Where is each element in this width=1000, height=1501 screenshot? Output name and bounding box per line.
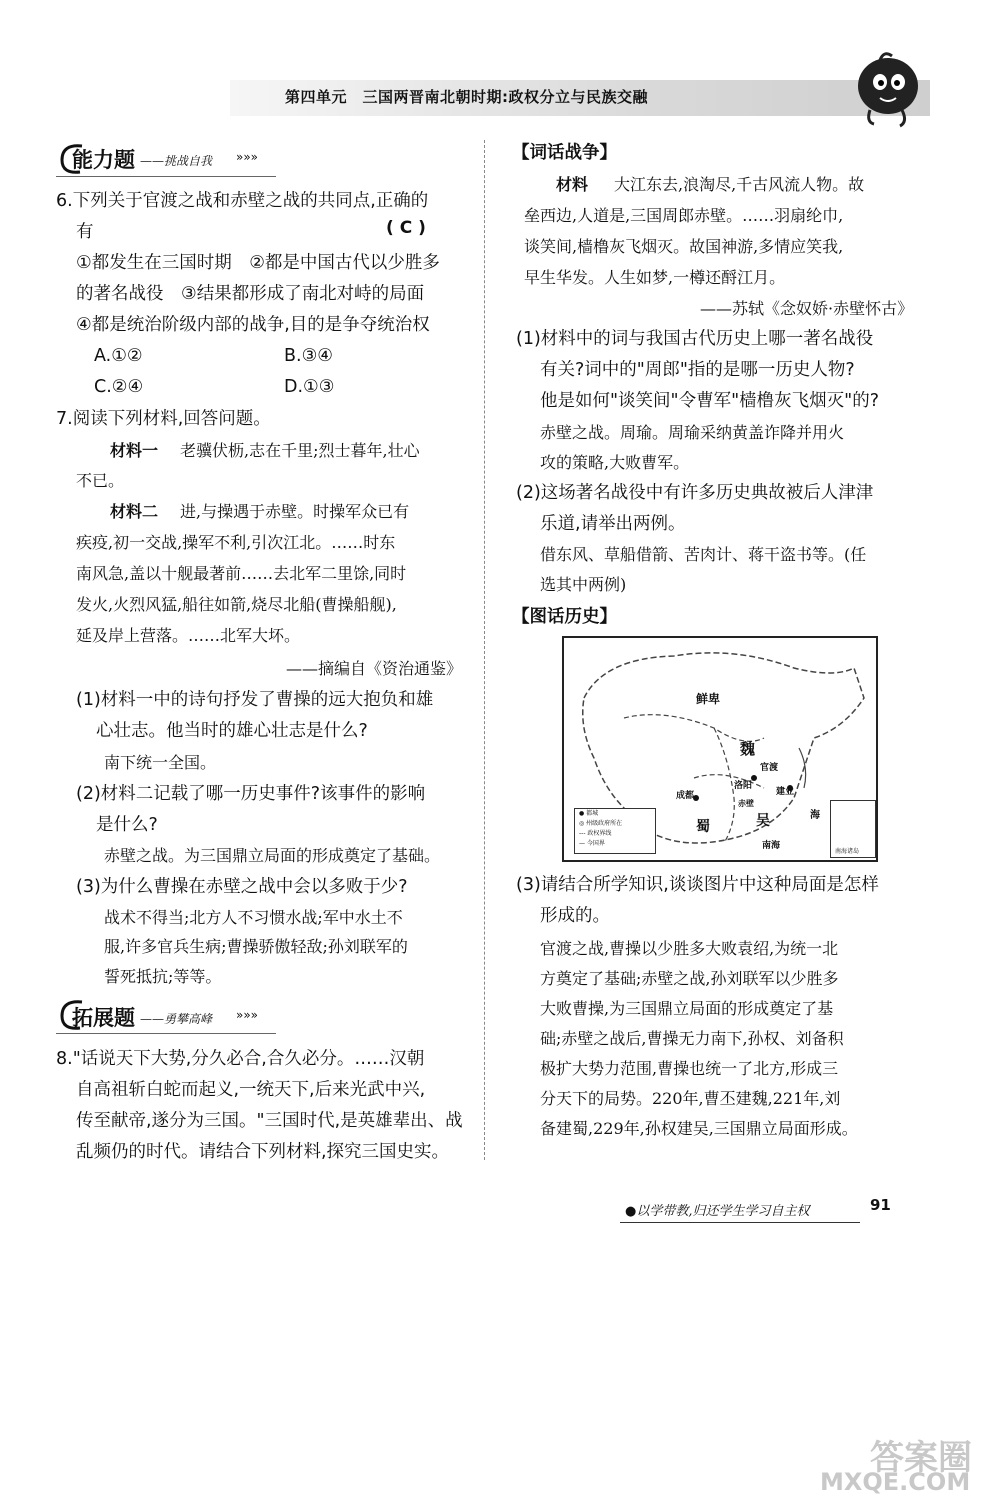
section-title-ability: 能力题 [72, 148, 135, 172]
r3-answer4: 础;赤壁之战后,曹操无力南下,孙权、刘备积 [540, 1029, 844, 1048]
legend-prefecture: ◎ 州级政府所在 [579, 820, 623, 827]
r3-answer5: 极扩大势力范围,曹操也统一了北方,形成三 [540, 1059, 839, 1078]
poem-source: ——苏轼《念奴娇·赤壁怀古》 [700, 299, 914, 318]
map-label-hai: 海 [810, 810, 820, 821]
q8-line2: 自高祖斩白蛇而起义,一统天下,后来光武中兴, [76, 1080, 426, 1100]
watermark-url: MXQE.COM [820, 1468, 971, 1496]
section-rule [56, 176, 276, 177]
legend-national-border: — 今国界 [579, 840, 605, 847]
r1-answer1: 赤壁之战。周瑜。周瑜采纳黄盖诈降并用火 [540, 423, 845, 442]
footer-slogan: ●以学带教,归还学生学习自主权 [625, 1204, 810, 1219]
q6-line1: 6.下列关于官渡之战和赤壁之战的共同点,正确的 [56, 191, 429, 211]
map-label-wei: 魏 [740, 740, 756, 758]
q7-material2-label: 材料二 [110, 502, 159, 521]
map-label-wu: 吴 [756, 813, 770, 829]
q8-line4: 乱频仍的时代。请结合下列材料,探究三国史实。 [76, 1142, 450, 1162]
r1-line2: 有关?词中的"周郎"指的是哪一历史人物? [540, 360, 855, 380]
poem-material-label: 材料 [556, 175, 589, 194]
r2-line1: (2)这场著名战役中有许多历史典故被后人津津 [516, 483, 874, 503]
map-label-nanhai: 南海 [762, 841, 781, 851]
r1-line1: (1)材料中的词与我国古代历史上哪一著名战役 [516, 329, 874, 349]
q7-material1-line1: 老骥伏枥,志在千里;烈士暮年,壮心 [180, 441, 420, 460]
q6-statement-2: 的著名战役 ③结果都形成了南北对峙的局面 [76, 284, 425, 304]
poem-line3: 谈笑间,樯橹灰飞烟灭。故国神游,多情应笑我, [524, 237, 844, 256]
section-rule [56, 1033, 276, 1034]
legend-boundary: --- 政权界线 [579, 830, 612, 837]
section-title-extension: 拓展题 [72, 1006, 135, 1030]
map-label-jianye: 建业 [776, 787, 795, 797]
q7-part1-line2: 心壮志。他当时的雄心壮志是什么? [96, 721, 368, 741]
q7-part3-line1: (3)为什么曹操在赤壁之战中会以多败于少? [76, 877, 408, 897]
mascot-icon [840, 48, 930, 128]
r2-answer2: 选其中两例) [540, 575, 627, 594]
map-label-chibi: 赤壁 [738, 799, 754, 808]
q6-statement-3: ④都是统治阶级内部的战争,目的是争夺统治权 [76, 315, 430, 335]
q7-material2-line2: 疾疫,初一交战,操军不利,引次江北。……时东 [76, 533, 396, 552]
q7-part1-answer: 南下统一全国。 [104, 753, 217, 772]
q6-line2: 有 [76, 222, 94, 242]
r3-answer1: 官渡之战,曹操以少胜多大败袁绍,为统一北 [540, 939, 839, 958]
unit-title: 第四单元 三国两晋南北朝时期:政权分立与民族交融 [285, 88, 649, 106]
r3-line2: 形成的。 [540, 906, 610, 926]
section-subtitle-extension: ——勇攀高峰 [140, 1012, 213, 1026]
map-label-chengdu: 成都 [676, 791, 695, 801]
map-inset-south-china-sea [830, 800, 876, 858]
r2-answer1: 借东风、草船借箭、苦肉计、蒋干盗书等。(任 [540, 545, 867, 564]
poem-line1: 大江东去,浪淘尽,千古风流人物。故 [614, 175, 865, 194]
page-number: 91 [870, 1196, 891, 1214]
q7-part2-line2: 是什么? [96, 815, 158, 835]
q7-part1-line1: (1)材料一中的诗句抒发了曹操的远大抱负和雄 [76, 690, 434, 710]
q7-material1-line2: 不已。 [76, 471, 125, 490]
r3-answer3: 大败曹操,为三国鼎立局面的形成奠定了基 [540, 999, 834, 1018]
q7-material2-line1: 进,与操遇于赤壁。时操军众已有 [180, 502, 410, 521]
section-subtitle-ability: ——挑战自我 [140, 154, 213, 168]
footer-rule [620, 1222, 860, 1223]
q6-option-a: A.①② [94, 346, 143, 366]
poem-section-title: 【词话战争】 [512, 143, 617, 163]
map-label-guandu: 官渡 [760, 763, 779, 773]
q6-answer: ( C ) [386, 218, 426, 238]
map-label-xianbei: 鲜卑 [696, 692, 721, 706]
poem-line4: 早生华发。人生如梦,一樽还酹江月。 [524, 268, 786, 287]
poem-line2: 垒西边,人道是,三国周郎赤壁。……羽扇纶巾, [524, 206, 844, 225]
q8-line1: 8."话说天下大势,分久必合,合久必分。……汉朝 [56, 1049, 425, 1069]
r1-line3: 他是如何"谈笑间"令曹军"樯橹灰飞烟灭"的? [540, 391, 879, 411]
map-legend [574, 808, 656, 854]
legend-capital: ● 都城 [579, 810, 599, 817]
q6-option-d: D.①③ [284, 377, 335, 397]
inset-label: 南海诸岛 [835, 848, 860, 855]
q6-option-b: B.③④ [284, 346, 333, 366]
r1-answer2: 攻的策略,大败曹军。 [540, 453, 690, 472]
q8-line3: 传至献帝,遂分为三国。"三国时代,是英雄辈出、战 [76, 1111, 463, 1131]
q6-statement-1: ①都发生在三国时期 ②都是中国古代以少胜多 [76, 253, 440, 273]
r3-line1: (3)请结合所学知识,谈谈图片中这种局面是怎样 [516, 875, 879, 895]
q7-part2-line1: (2)材料二记载了哪一历史事件?该事件的影响 [76, 784, 426, 804]
watermark-logo: 答案圈 [870, 1438, 972, 1478]
q7-part3-answer1: 战术不得当;北方人不习惯水战;军中水土不 [104, 908, 403, 927]
map-label-luoyang: 洛阳 [734, 781, 753, 791]
r3-answer6: 分天下的局势。220年,曹丕建魏,221年,刘 [540, 1089, 841, 1108]
q7-material2-line3: 南风急,盖以十舰最著前……去北军二里馀,同时 [76, 564, 407, 583]
r2-line2: 乐道,请举出两例。 [540, 514, 686, 534]
q7-intro: 7.阅读下列材料,回答问题。 [56, 409, 271, 429]
q7-material1-label: 材料一 [110, 441, 159, 460]
map-section-title: 【图话历史】 [512, 607, 617, 627]
q7-part3-answer3: 誓死抵抗;等等。 [104, 967, 222, 986]
q7-material2-source: ——摘编自《资治通鉴》 [286, 659, 463, 678]
q7-material2-line5: 延及岸上营落。……北军大坏。 [76, 626, 301, 645]
map-label-shu: 蜀 [696, 819, 710, 835]
q6-option-c: C.②④ [94, 377, 144, 397]
r3-answer2: 方奠定了基础;赤壁之战,孙刘联军以少胜多 [540, 969, 839, 988]
chevrons-icon: »»» [236, 150, 259, 164]
chevrons-icon: »»» [236, 1008, 259, 1022]
r3-answer7: 备建蜀,229年,孙权建吴,三国鼎立局面形成。 [540, 1119, 858, 1138]
column-divider [484, 140, 486, 1160]
q7-part2-answer: 赤壁之战。为三国鼎立局面的形成奠定了基础。 [104, 846, 441, 865]
q7-part3-answer2: 服,许多官兵生病;曹操骄傲轻敌;孙刘联军的 [104, 937, 408, 956]
q7-material2-line4: 发火,火烈风猛,船往如箭,烧尽北船(曹操船舰), [76, 595, 397, 614]
